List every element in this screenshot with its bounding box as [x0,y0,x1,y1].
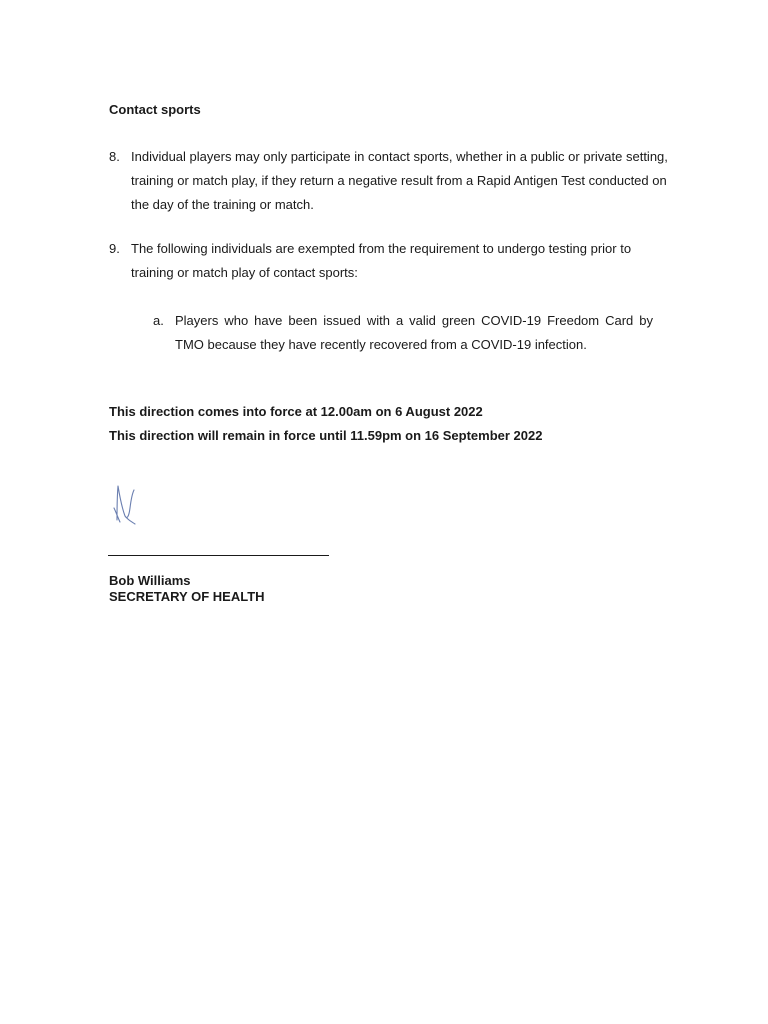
subclause-9a [153,309,653,357]
subclause-number: a. [153,313,164,328]
expiry-statement: This direction will remain in force until 11.59pm on 16 September 2022 [109,428,543,443]
clause-number: 8. [109,149,120,164]
clause-number: 9. [109,241,120,256]
handwritten-signature-icon [108,478,148,528]
clause-text: Individual players may only participate in contact sports, whether in a public or private setting, training or match play, if they return a negative result from a Rapid Antigen Test conducted on the day of the training or match. [131,149,668,212]
signature-line [108,555,329,556]
section-heading: Contact sports [109,102,201,117]
commencement-statement: This direction comes into force at 12.00am on 6 August 2022 [109,404,483,419]
signer-title: SECRETARY OF HEALTH [109,589,265,604]
clause-8 [109,145,669,217]
clause-9 [109,237,669,285]
clause-text: The following individuals are exempted from the requirement to undergo testing prior to training or match play of contact sports: [131,241,632,280]
signer-name: Bob Williams [109,573,191,588]
subclause-text: Players who have been issued with a valid green COVID-19 Freedom Card by TMO because they have recently recovered from a COVID-19 infection. [175,313,653,352]
